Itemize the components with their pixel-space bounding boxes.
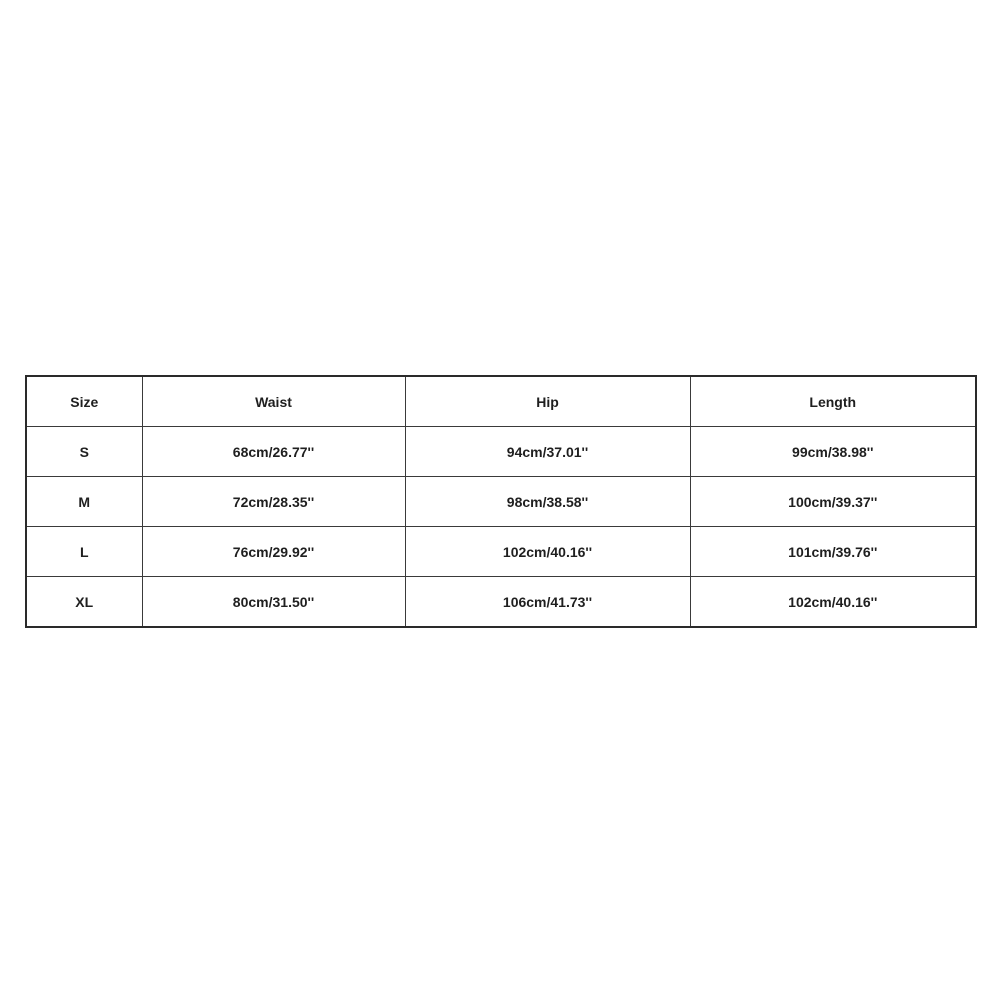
cell-size: XL [26, 577, 142, 628]
table-row [26, 427, 976, 477]
header-length: Length [690, 376, 976, 427]
cell-waist: 72cm/28.35'' [142, 477, 405, 527]
table-row [26, 477, 976, 527]
cell-waist: 76cm/29.92'' [142, 527, 405, 577]
cell-size: M [26, 477, 142, 527]
cell-size: S [26, 427, 142, 477]
cell-length: 100cm/39.37'' [690, 477, 976, 527]
header-hip: Hip [405, 376, 690, 427]
cell-hip: 94cm/37.01'' [405, 427, 690, 477]
cell-hip: 102cm/40.16'' [405, 527, 690, 577]
cell-waist: 80cm/31.50'' [142, 577, 405, 628]
cell-length: 99cm/38.98'' [690, 427, 976, 477]
cell-hip: 98cm/38.58'' [405, 477, 690, 527]
table-row [26, 527, 976, 577]
table-row [26, 577, 976, 628]
cell-size: L [26, 527, 142, 577]
cell-waist: 68cm/26.77'' [142, 427, 405, 477]
cell-hip: 106cm/41.73'' [405, 577, 690, 628]
header-size: Size [26, 376, 142, 427]
size-chart-table [25, 375, 977, 628]
cell-length: 101cm/39.76'' [690, 527, 976, 577]
cell-length: 102cm/40.16'' [690, 577, 976, 628]
table-header-row [26, 376, 976, 427]
header-waist: Waist [142, 376, 405, 427]
